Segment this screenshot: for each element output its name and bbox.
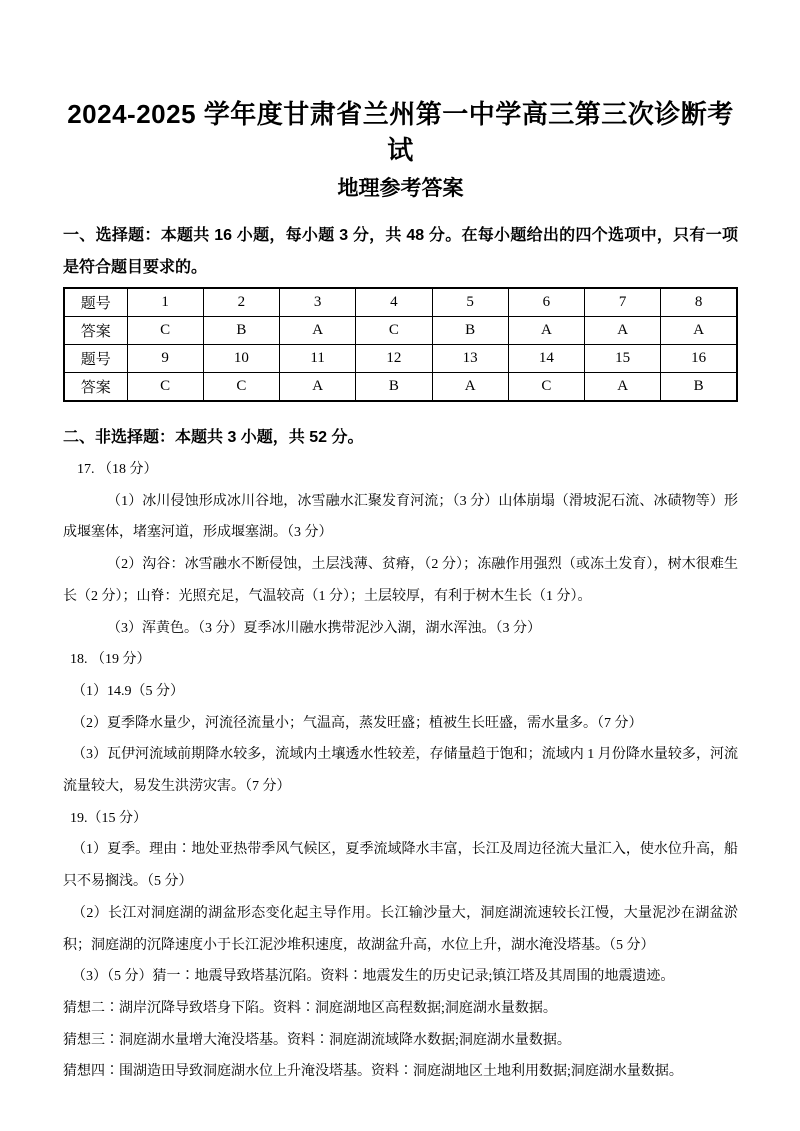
table-header-cell: 答案 xyxy=(64,373,127,402)
question-19-guess-4: 猜想四∶围湖造田导致洞庭湖水位上升淹没塔基。资料∶洞庭湖地区土地利用数据;洞庭湖水量数据。 xyxy=(63,1064,683,1080)
question-17-answer-3: （3）浑黄色。（3 分）夏季冰川融水携带泥沙入湖，湖水浑浊。（3 分） xyxy=(107,620,541,636)
document-title: 2024-2025 学年度甘肃省兰州第一中学高三第三次诊断考试 xyxy=(67,99,734,165)
table-cell: A xyxy=(432,373,508,402)
table-cell: C xyxy=(203,373,279,402)
table-cell: A xyxy=(585,373,661,402)
table-cell: B xyxy=(203,317,279,345)
section-nonchoice-heading: 二、非选择题：本题共 3 小题，共 52 分。 xyxy=(63,429,364,446)
table-cell: A xyxy=(280,373,356,402)
table-cell: A xyxy=(661,317,737,345)
question-18-answer-2: （2）夏季降水量少，河流径流量小；气温高，蒸发旺盛；植被生长旺盛，需水量多。（7 分） xyxy=(72,715,643,731)
table-cell: 5 xyxy=(432,288,508,317)
table-cell: B xyxy=(356,373,432,402)
table-cell: 14 xyxy=(508,345,584,373)
question-19-answer-3: （3）（5 分）猜一∶地震导致塔基沉陷。资料∶地震发生的历史记录;镇江塔及其周围的地震遗迹。 xyxy=(72,969,675,985)
question-19-answer-1: （1）夏季。理由∶地处亚热带季风气候区，夏季流域降水丰富，长江及周边径流大量汇入，使水位升高，船只不易搁浅。（5 分） xyxy=(63,842,738,890)
question-19-guess-3: 猜想三∶洞庭湖水量增大淹没塔基。资料∶洞庭湖流域降水数据;洞庭湖水量数据。 xyxy=(63,1032,571,1048)
table-cell: 7 xyxy=(585,288,661,317)
table-cell: 3 xyxy=(280,288,356,317)
question-18-label: 18. （19 分） xyxy=(70,652,151,668)
question-19-answer-2: （2）长江对洞庭湖的湖盆形态变化起主导作用。长江输沙量大，洞庭湖流速较长江慢，大量泥沙在湖盆淤积；洞庭湖的沉降速度小于长江泥沙堆积速度，故湖盆升高，水位上升，湖水淹没塔基。（5 分） xyxy=(63,905,738,953)
table-cell: 12 xyxy=(356,345,432,373)
question-18-answer-1: （1）14.9（5 分） xyxy=(72,683,184,699)
table-cell: C xyxy=(508,373,584,402)
answer-table-row-answers-2 xyxy=(64,373,737,402)
question-17-answer-1: （1）冰川侵蚀形成冰川谷地，冰雪融水汇聚发育河流；（3 分）山体崩塌（滑坡泥石流、冰碛物等）形成堰塞体，堵塞河道，形成堰塞湖。（3 分） xyxy=(63,493,738,541)
table-cell: A xyxy=(585,317,661,345)
table-cell: 6 xyxy=(508,288,584,317)
answer-table-row-numbers-2 xyxy=(64,345,737,373)
answer-table-row-answers-1 xyxy=(64,317,737,345)
table-cell: 1 xyxy=(127,288,203,317)
answer-table xyxy=(63,287,738,402)
table-header-cell: 答案 xyxy=(64,317,127,345)
table-cell: 9 xyxy=(127,345,203,373)
table-cell: 4 xyxy=(356,288,432,317)
question-18-block xyxy=(63,644,738,803)
section-choice-heading: 一、选择题：本题共 16 小题，每小题 3 分，共 48 分。在每小题给出的四个选项中，只有一项是符合题目要求的。 xyxy=(63,227,738,276)
question-18-answer-3: （3）瓦伊河流域前期降水较多，流域内土壤透水性较差，存储量趋于饱和；流域内 1 月份降水量较多，河流流量较大，易发生洪涝灾害。（7 分） xyxy=(63,747,738,795)
table-cell: C xyxy=(356,317,432,345)
table-cell: A xyxy=(280,317,356,345)
table-cell: 2 xyxy=(203,288,279,317)
question-19-guess-2: 猜想二∶湖岸沉降导致塔身下陷。资料∶洞庭湖地区高程数据;洞庭湖水量数据。 xyxy=(63,1000,557,1016)
answer-table-row-numbers-1 xyxy=(64,288,737,317)
table-cell: A xyxy=(508,317,584,345)
table-cell: C xyxy=(127,373,203,402)
table-cell: B xyxy=(432,317,508,345)
table-cell: 16 xyxy=(661,345,737,373)
table-header-cell: 题号 xyxy=(64,345,127,373)
table-cell: 8 xyxy=(661,288,737,317)
table-cell: 11 xyxy=(280,345,356,373)
document-subtitle: 地理参考答案 xyxy=(337,177,464,200)
question-17-label: 17. （18 分） xyxy=(77,462,158,477)
table-cell: 13 xyxy=(432,345,508,373)
table-cell: 15 xyxy=(585,345,661,373)
table-header-cell: 题号 xyxy=(64,288,127,317)
question-17-block xyxy=(63,454,738,644)
table-cell: 10 xyxy=(203,345,279,373)
question-19-label: 19.（15 分） xyxy=(70,810,147,826)
table-cell: C xyxy=(127,317,203,345)
question-19-block xyxy=(63,803,738,1088)
question-17-answer-2: （2）沟谷：冰雪融水不断侵蚀，土层浅薄、贫瘠，（2 分）；冻融作用强烈（或冻土发育），树木很难生长（2 分）；山脊：光照充足，气温较高（1 分）；土层较厚，有利于树木生长（1 分）。 xyxy=(63,557,738,604)
table-cell: B xyxy=(661,373,737,402)
answers-body xyxy=(63,454,738,1088)
